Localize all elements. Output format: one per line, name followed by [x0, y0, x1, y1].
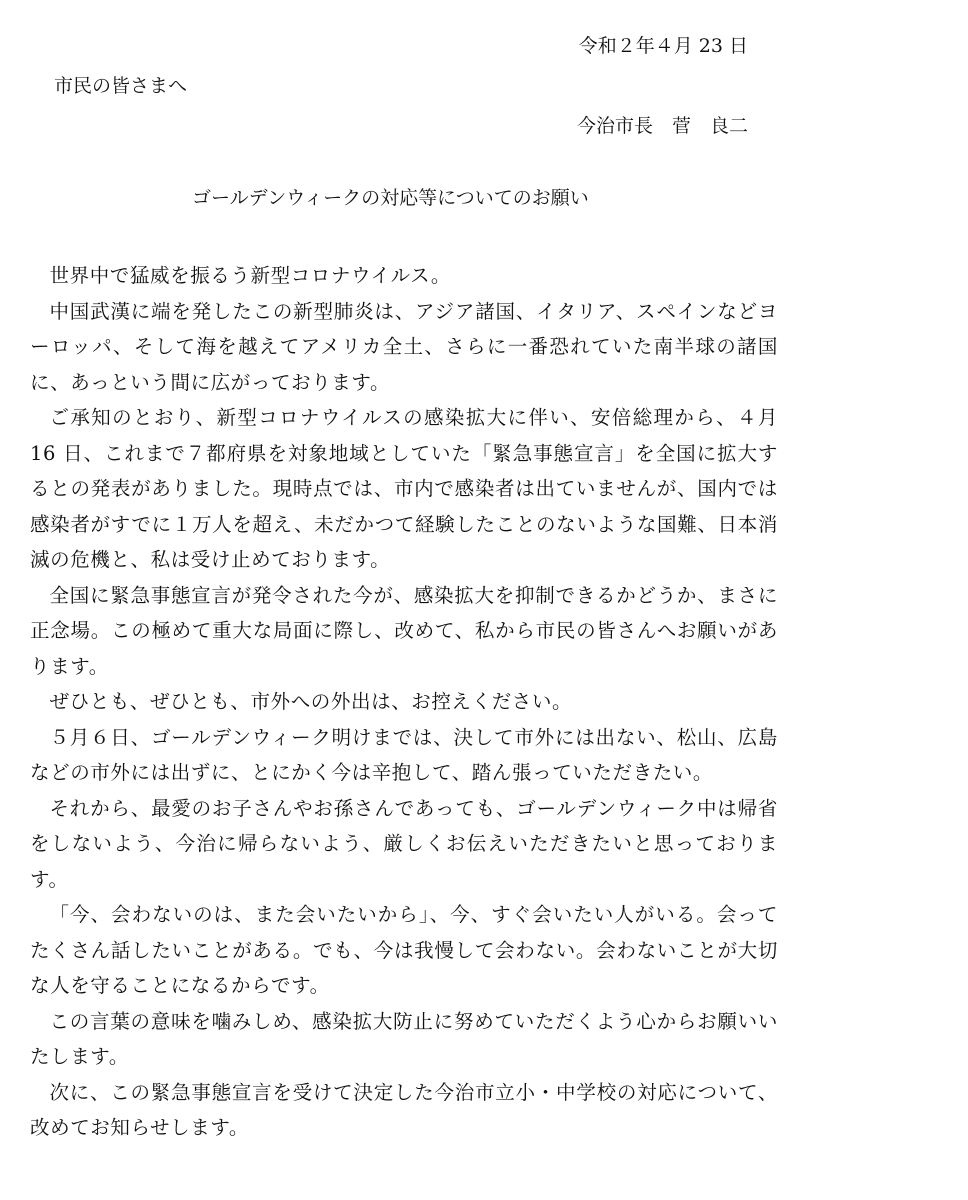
body-paragraph: 次に、この緊急事態宣言を受けて決定した今治市立小・中学校の対応について、改めてお知らせします。 — [30, 1080, 778, 1139]
sender-signature: 今治市長 菅 良二 — [576, 115, 748, 137]
body-paragraph: ぜひとも、ぜひとも、市外への外出は、お控えください。 — [49, 690, 573, 713]
body-paragraph: 「今、会わないのは、また会いたいから」、今、すぐ会いたい人がいる。会ってたくさん話したいことがある。でも、今は我慢して会わない。会わないことが大切な人を守ることになるからです。 — [30, 903, 778, 997]
letter-body — [30, 258, 778, 1146]
letter-title: ゴールデンウィークの対応等についてのお願い — [192, 187, 589, 209]
letter-date: 令和２年４月 23 日 — [578, 35, 748, 57]
body-paragraph: 中国武漢に端を発したこの新型肺炎は、アジア諸国、イタリア、スペインなどヨーロッパ、そして海を越えてアメリカ全土、さらに一番恐れていた南半球の諸国に、あっという間に広がっております。 — [30, 299, 778, 394]
addressee: 市民の皆さまへ — [54, 75, 188, 97]
body-paragraph: 全国に緊急事態宣言が発令された今が、感染拡大を抑制できるかどうか、まさに正念場。この極めて重大な局面に際し、改めて、私から市民の皆さんへお願いがあります。 — [30, 583, 778, 678]
body-paragraph: 世界中で猛威を振るう新型コロナウイルス。 — [49, 264, 451, 287]
body-paragraph: ５月６日、ゴールデンウィーク明けまでは、決して市外には出ない、松山、広島などの市外には出ずに、とにかく今は辛抱して、踏ん張っていただきたい。 — [30, 725, 778, 784]
body-paragraph: それから、最愛のお子さんやお孫さんであっても、ゴールデンウィーク中は帰省をしないよう、今治に帰らないよう、厳しくお伝えいただきたいと思っております。 — [30, 796, 778, 891]
body-paragraph: この言葉の意味を噛みしめ、感染拡大防止に努めていただくよう心からお願いいたします。 — [30, 1009, 778, 1068]
body-paragraph: ご承知のとおり、新型コロナウイルスの感染拡大に伴い、安倍総理から、４月 16 日、これまで７都府県を対象地域としていた「緊急事態宣言」を全国に拡大するとの発表がありました。現時点では、市内で感染者は出ていませんが、国内では感染者がすでに１万人を超え、未だかつて経験したことのないような国難、日本消滅の危機と、私は受け止めております。 — [30, 406, 778, 571]
